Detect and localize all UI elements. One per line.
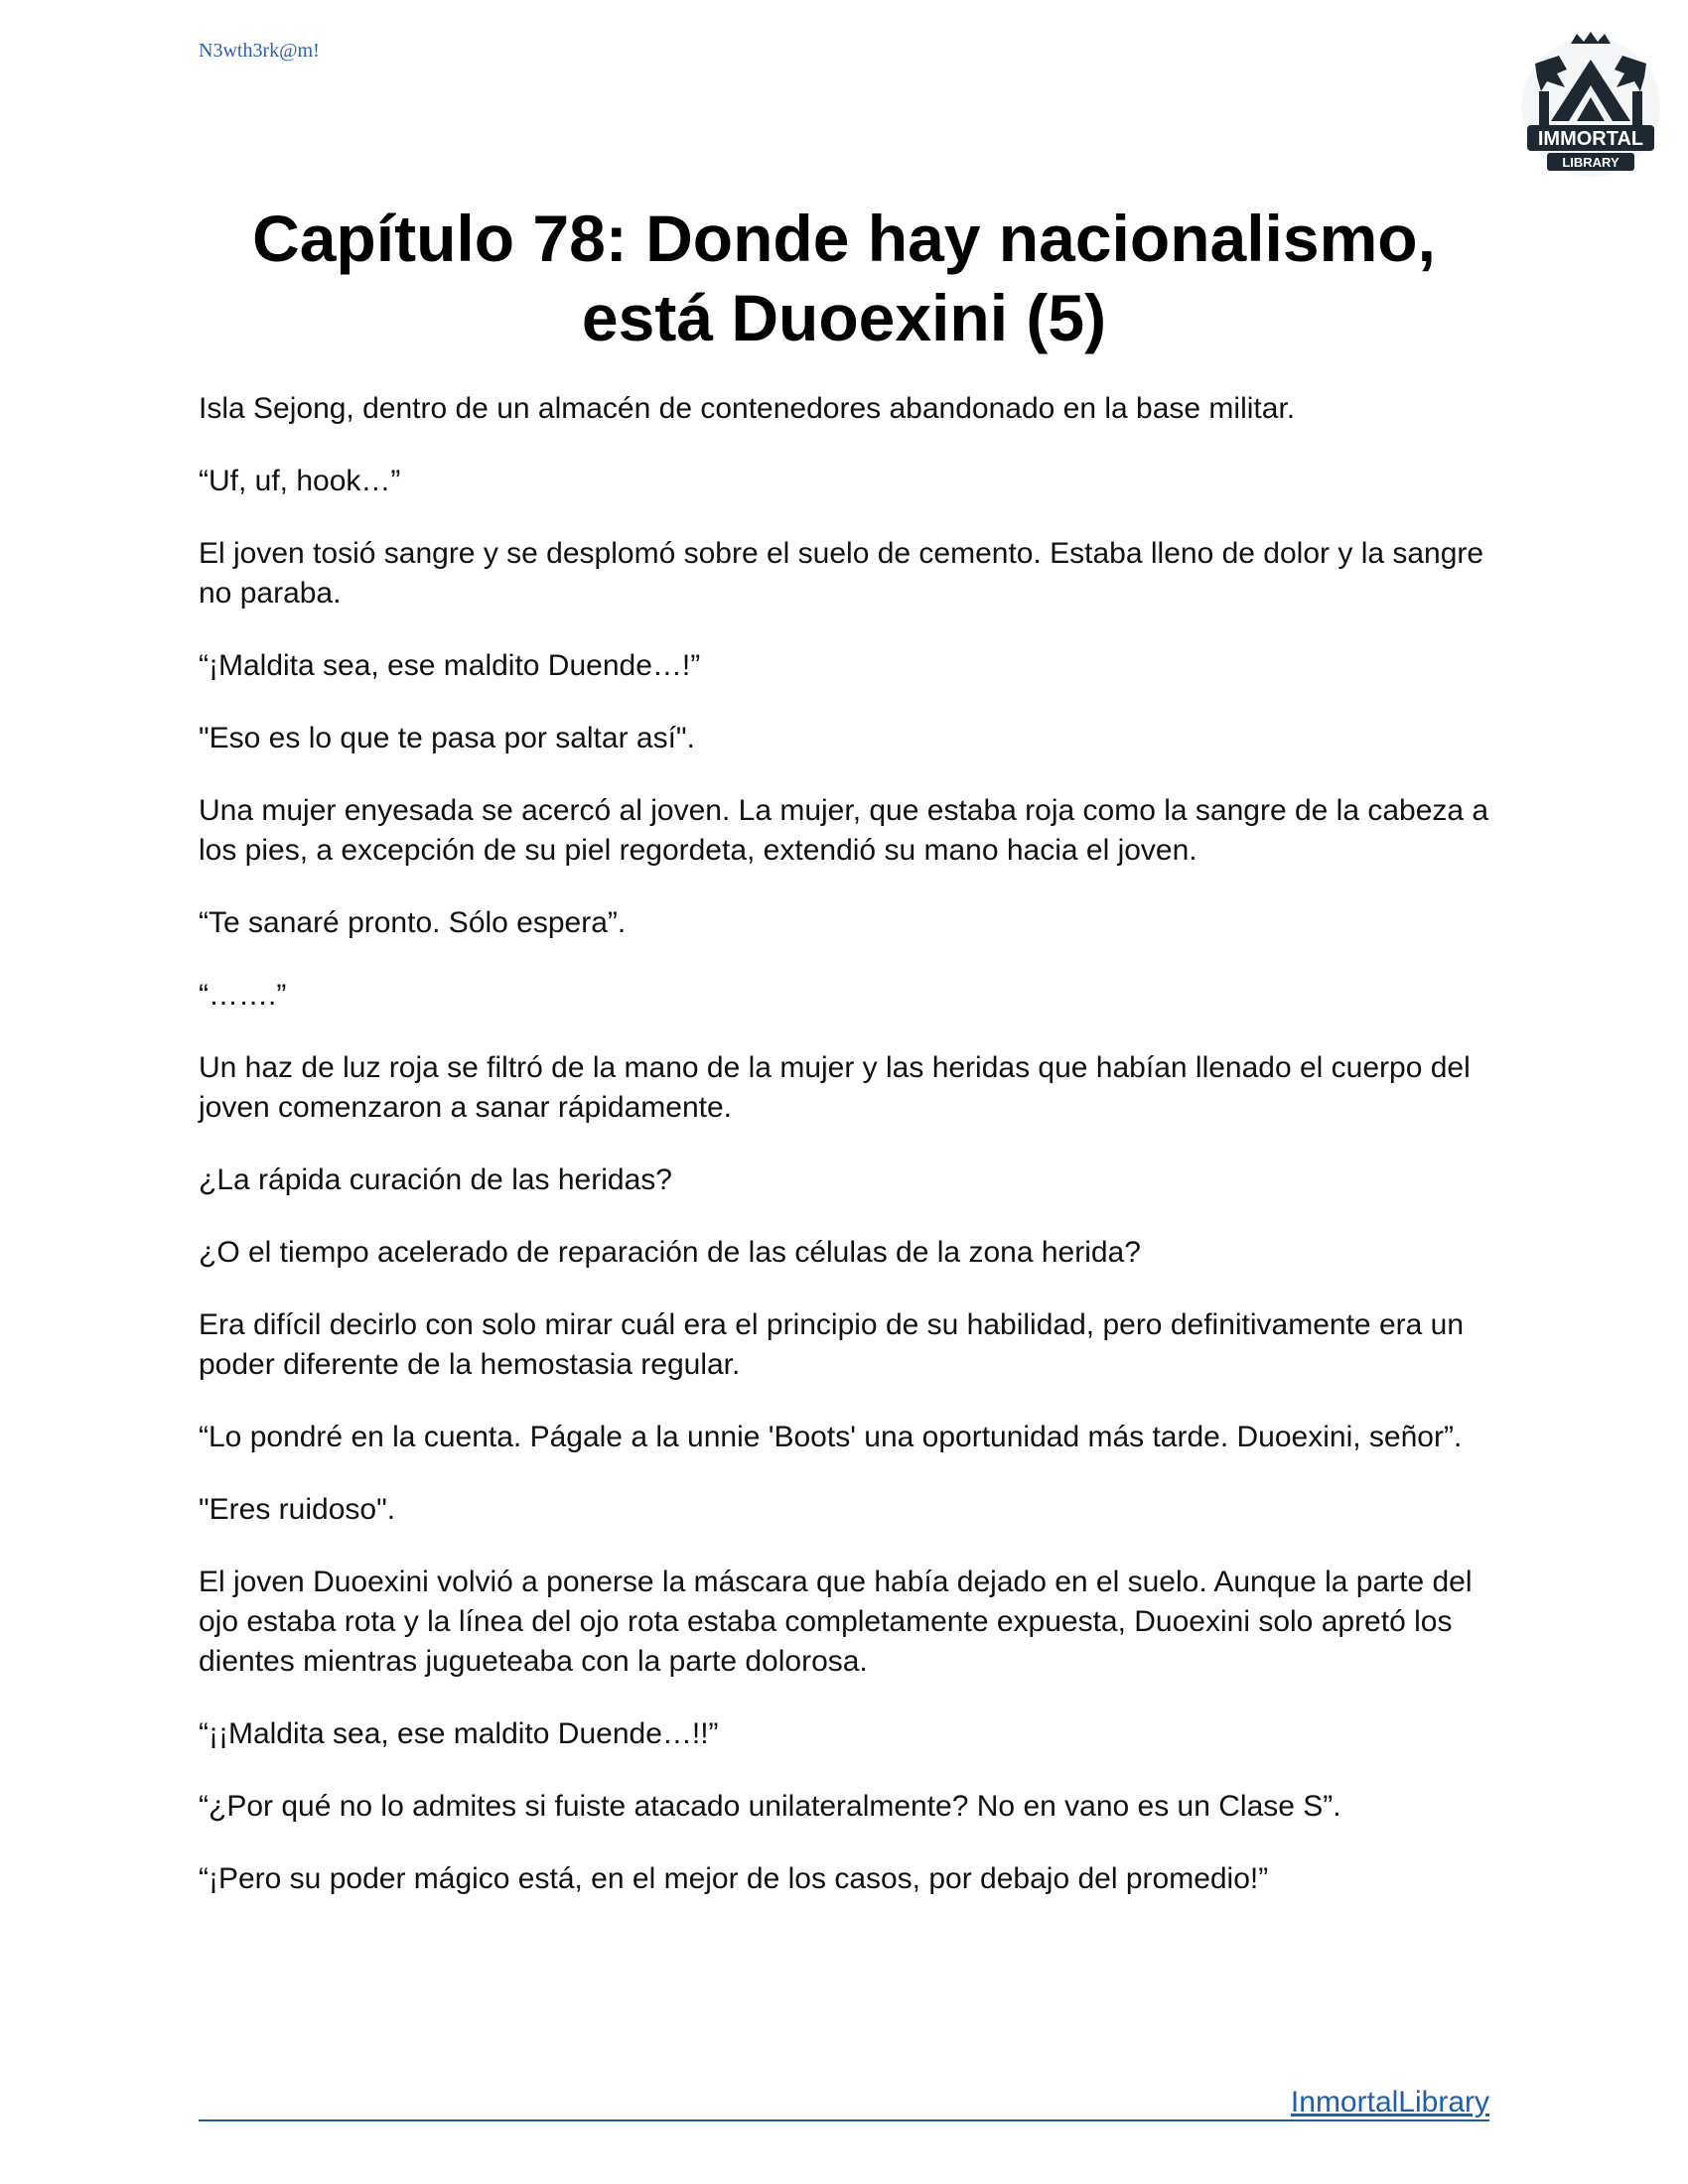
paragraph: El joven Duoexini volvió a ponerse la máscara que había dejado en el suelo. Aunque la parte del ojo estaba rota y la línea del ojo rota estaba completamente expuesta, Duoexini solo apretó los dientes mientras jugueteaba con la parte dolorosa. xyxy=(199,1566,1473,1678)
paragraph: “…….” xyxy=(199,979,287,1012)
logo-line2: LIBRARY xyxy=(1562,155,1619,170)
footer-divider xyxy=(199,2119,1489,2121)
paragraph: “¡¡Maldita sea, ese maldito Duende…!!” xyxy=(199,1717,719,1750)
paragraph: "Eres ruidoso". xyxy=(199,1493,396,1526)
paragraph: “Te sanaré pronto. Sólo espera”. xyxy=(199,906,627,939)
footer-library-link[interactable]: InmortalLibrary xyxy=(1290,2086,1489,2118)
paragraph: “¡Pero su poder mágico está, en el mejor de los casos, por debajo del promedio!” xyxy=(199,1862,1269,1895)
watermark-text: N3wth3rk@m! xyxy=(199,40,320,62)
paragraph: ¿O el tiempo acelerado de reparación de las células de la zona herida? xyxy=(199,1236,1141,1269)
chapter-title-line-2: está Duoexini (5) xyxy=(581,281,1107,354)
paragraph: “¡Maldita sea, ese maldito Duende…!” xyxy=(199,649,701,682)
paragraph: “¿Por qué no lo admites si fuiste atacado unilateralmente? No en vano es un Clase S”. xyxy=(199,1790,1341,1823)
paragraph: ¿La rápida curación de las heridas? xyxy=(199,1163,672,1196)
paragraph: "Eso es lo que te pasa por saltar así". xyxy=(199,722,695,754)
paragraph: “Uf, uf, hook…” xyxy=(199,465,401,497)
paragraph: Era difícil decirlo con solo mirar cuál era el principio de su habilidad, pero definitivamente era un poder diferente de la hemostasia regular. xyxy=(199,1308,1465,1381)
paragraph: “Lo pondré en la cuenta. Págale a la unnie 'Boots' una oportunidad más tarde. Duoexini, señor”. xyxy=(199,1421,1463,1453)
paragraph: El joven tosió sangre y se desplomó sobre el suelo de cemento. Estaba lleno de dolor y la sangre no paraba. xyxy=(199,537,1484,610)
paragraph: Un haz de luz roja se filtró de la mano de la mujer y las heridas que habían llenado el cuerpo del joven comenzaron a sanar rápidamente. xyxy=(199,1051,1471,1124)
logo-line1: IMMORTAL xyxy=(1537,128,1644,150)
paragraph: Isla Sejong, dentro de un almacén de contenedores abandonado en la base militar. xyxy=(199,392,1296,425)
logo-emblem-icon xyxy=(1517,30,1664,189)
chapter-title-line-1: Capítulo 78: Donde hay nacionalismo, xyxy=(252,202,1436,275)
immortal-library-logo xyxy=(1517,30,1664,189)
chapter-title xyxy=(199,199,1489,357)
chapter-body xyxy=(199,389,1499,1932)
paragraph: Una mujer enyesada se acercó al joven. La mujer, que estaba roja como la sangre de la cabeza a los pies, a excepción de su piel regordeta, extendió su mano hacia el joven. xyxy=(199,794,1489,867)
